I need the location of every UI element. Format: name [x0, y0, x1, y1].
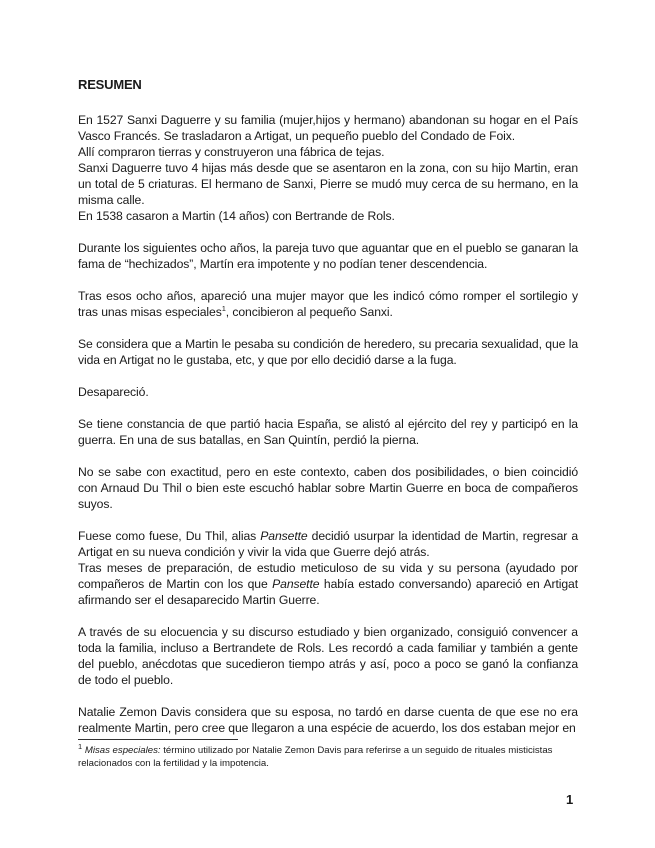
- footnote-text: término utilizado por Natalie Zemon Davis para referirse a un seguido de rituales misticistas relacionados con la fertilidad y la impotencia.: [78, 745, 553, 769]
- paragraph: Se tiene constancia de que partió hacia España, se alistó al ejército del rey y participó en la guerra. En una de sus batallas, en San Quintín, perdió la pierna.: [78, 417, 578, 447]
- alias-italic: Pansette: [272, 577, 320, 591]
- paragraph-text: Tras esos ocho años, apareció una mujer mayor que les indicó cómo romper el sortilegio y tras unas misas especiales: [78, 289, 578, 319]
- footnote-divider: [78, 739, 238, 740]
- paragraph: Durante los siguientes ocho años, la pareja tuvo que aguantar que en el pueblo se ganaran la fama de “hechizados”, Martín era impotente y no podían tener descendencia.: [78, 241, 578, 271]
- paragraph: No se sabe con exactitud, pero en este contexto, caben dos posibilidades, o bien coincidió con Arnaud Du Thil o bien este escuchó hablar sobre Martin Guerre en boca de compañeros suyos.: [78, 465, 578, 511]
- paragraph: Allí compraron tierras y construyeron una fábrica de tejas.: [78, 145, 385, 159]
- paragraph-text: decidió usurpar la identidad de Martin, regresar a Artigat en su nueva condición y vivir la vida que Guerre dejó atrás.: [78, 529, 578, 559]
- alias-italic: Pansette: [260, 529, 308, 543]
- footnote: [78, 741, 578, 770]
- paragraph: En 1538 casaron a Martin (14 años) con Bertrande de Rols.: [78, 209, 395, 223]
- paragraph-text: Tras meses de preparación, de estudio meticuloso de su vida y su persona (ayudado por compañeros de Martin con los que: [78, 561, 578, 591]
- footnote-reference: 1: [221, 303, 226, 313]
- paragraph: Natalie Zemon Davis considera que su esposa, no tardó en darse cuenta de que ese no era realmente Martin, pero cree que llegaron a una espécie de acuerdo, los dos estaban mejor en: [78, 705, 578, 735]
- document-body: [78, 112, 578, 752]
- section-heading: RESUMEN: [78, 77, 142, 92]
- paragraph: En 1527 Sanxi Daguerre y su familia (mujer,hijos y hermano) abandonan su hogar en el País Vasco Francés. Se trasladaron a Artigat, un pequeño pueblo del Condado de Foix.: [78, 113, 578, 143]
- paragraph: Desapareció.: [78, 385, 149, 399]
- paragraph: Se considera que a Martin le pesaba su condición de heredero, su precaria sexualidad, que la vida en Artigat no le gustaba, etc, y que por ello decidió darse a la fuga.: [78, 337, 578, 367]
- paragraph: [78, 528, 578, 560]
- paragraph: [78, 560, 578, 608]
- paragraph-text: , concibieron al pequeño Sanxi.: [225, 305, 393, 319]
- paragraph-text: Fuese como fuese, Du Thil, alias: [78, 529, 261, 543]
- paragraph-text: había estado conversando) apareció en Artigat afirmando ser el desaparecido Martin Guerre.: [78, 577, 578, 607]
- paragraph: Sanxi Daguerre tuvo 4 hijas más desde que se asentaron en la zona, con su hijo Martin, eran un total de 5 criaturas. El hermano de Sanxi, Pierre se mudó muy cerca de su hermano, en la misma calle.: [78, 161, 578, 207]
- paragraph: A través de su elocuencia y su discurso estudiado y bien organizado, consiguió convencer a toda la familia, incluso a Bertrandete de Rols. Les recordó a cada familiar y también a gente del pueblo, anécdotas que sucedieron tiempo atrás y así, poco a poco se ganó la confianza de todo el pueblo.: [78, 625, 578, 687]
- paragraph: [78, 288, 578, 320]
- footnote-term: Misas especiales:: [84, 745, 161, 756]
- footnote-marker: 1: [78, 741, 83, 751]
- page-number: 1: [566, 792, 574, 807]
